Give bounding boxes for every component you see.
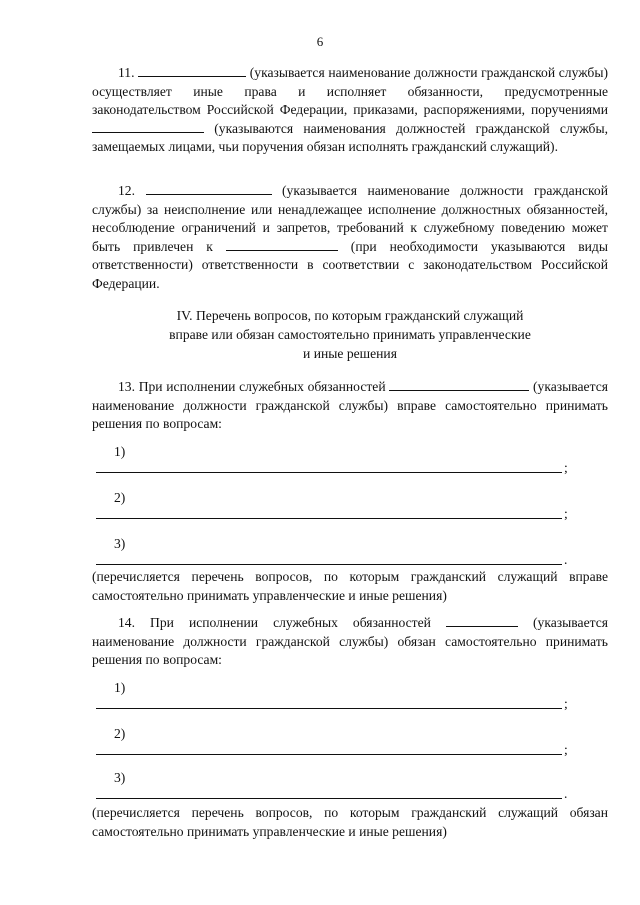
- blank-liability-12: [226, 238, 338, 251]
- paragraph-14: [92, 614, 608, 670]
- p14-item-2-end: ;: [564, 742, 568, 757]
- section-4-heading-line-1: IV. Перечень вопросов, по которым гражданский служащий: [176, 308, 524, 323]
- blank-position-13: [389, 378, 529, 391]
- paragraph-13-text: (указывается наименование должности гражданской службы) вправе самостоятельно принимать решения по вопросам:: [92, 379, 608, 432]
- p14-item-3-end: .: [564, 786, 568, 801]
- section-4-heading-line-2: вправе или обязан самостоятельно принимать управленческие: [169, 327, 531, 342]
- p13-item-1-end: ;: [564, 460, 568, 475]
- p13-item-3-end: .: [564, 552, 568, 567]
- blank-position-14: [446, 614, 518, 627]
- p13-item-3-blank: [96, 564, 562, 565]
- p14-item-3-blank: [96, 798, 562, 799]
- p13-item-1-number: 1): [114, 444, 126, 459]
- p13-item-2-end: ;: [564, 506, 568, 521]
- paragraph-11-text-2: (указываются наименования должностей гражданской службы, замещаемых лицами, чьи поручения обязан исполнять гражданский служащий).: [92, 120, 609, 155]
- paragraph-11-number: 11.: [118, 65, 135, 80]
- paragraph-12-text-1: (указывается наименование должности гражданской службы) за неисполнение или ненадлежащее исполнение должностных обязанностей, несоблюдение ограничений и запретов, требований к служебному поведению может быть привлечен к: [92, 183, 608, 254]
- paragraph-12-number: 12.: [118, 183, 135, 198]
- paragraph-14-note: (перечисляется перечень вопросов, по которым гражданский служащий обязан самостоятельно принимать управленческие и иные решения): [92, 805, 608, 839]
- paragraph-14-lead: 14. При исполнении служебных обязанностей: [118, 615, 431, 630]
- p13-item-1-blank: [96, 472, 562, 473]
- paragraph-14-text: (указывается наименование должности гражданской службы) обязан самостоятельно принимать решения по вопросам:: [92, 615, 608, 668]
- p14-item-2-number: 2): [114, 726, 126, 741]
- p14-item-1-end: ;: [564, 696, 568, 711]
- p13-item-2-blank: [96, 518, 562, 519]
- p14-item-3-number: 3): [114, 770, 126, 785]
- p14-item-1-number: 1): [114, 680, 126, 695]
- blank-position-12: [146, 182, 272, 195]
- paragraph-11-text-1: (указывается наименование должности гражданской службы) осуществляет иные права и исполняет обязанности, предусмотренные законодательством Российской Федерации, приказами, распоряжениями, поручениями: [92, 65, 608, 118]
- page-number: 6: [316, 34, 324, 49]
- blank-positions-11: [92, 120, 204, 133]
- paragraph-12: [92, 182, 608, 294]
- paragraph-12-text-2: (при необходимости указываются виды ответственности) ответственности в соответствии с законодательством Российской Федерации.: [92, 238, 608, 291]
- paragraph-13: [92, 378, 608, 434]
- paragraph-13-note: (перечисляется перечень вопросов, по которым гражданский служащий вправе самостоятельно принимать управленческие и иные решения): [92, 569, 608, 603]
- p14-item-2-blank: [96, 754, 562, 755]
- section-4-heading: [92, 306, 608, 363]
- paragraph-11: [92, 64, 608, 157]
- p13-item-2-number: 2): [114, 490, 126, 505]
- p14-item-1-blank: [96, 708, 562, 709]
- section-4-heading-line-3: и иные решения: [303, 346, 397, 361]
- p13-item-3-number: 3): [114, 536, 126, 551]
- blank-position-11: [138, 64, 246, 77]
- paragraph-13-lead: 13. При исполнении служебных обязанностей: [118, 379, 386, 394]
